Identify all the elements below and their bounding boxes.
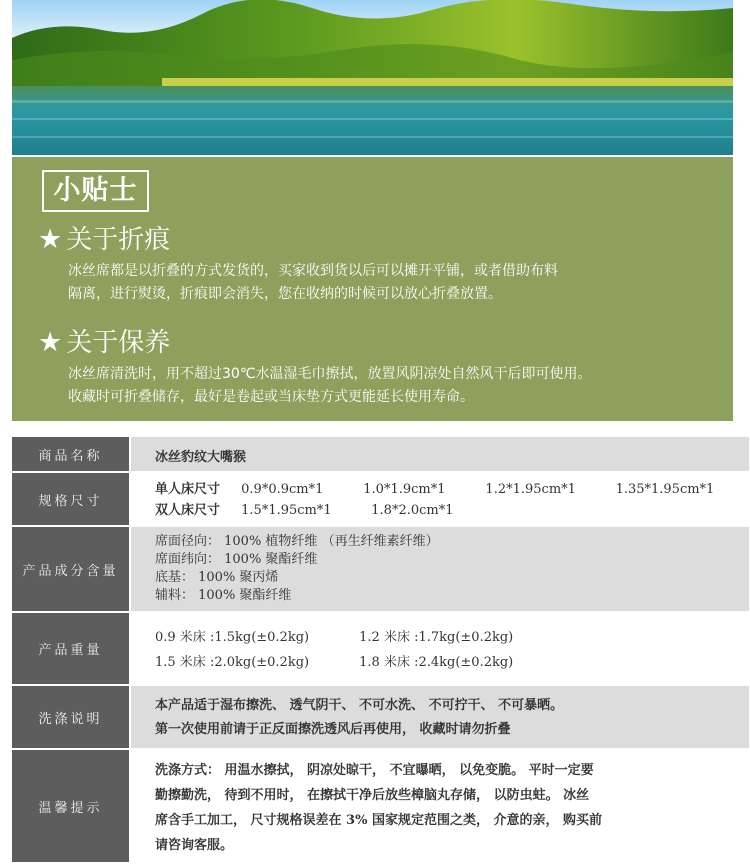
washing-line: 本产品适于湿布擦洗、 透气阴干、 不可水洗、 不可拧干、 不可暴晒。 (155, 698, 564, 713)
tip-body-care (68, 363, 708, 409)
size-single-line (155, 479, 749, 500)
material-line: 辅料： 100% 聚酯纤维 (155, 588, 292, 603)
spec-label: 规格尺寸 (12, 473, 129, 525)
spec-row-weight (12, 613, 749, 686)
size-double-title: 双人床尺寸 (155, 503, 221, 518)
tip-heading-creases (38, 225, 170, 255)
spec-label: 温馨提示 (12, 750, 129, 862)
size-value: 0.9*0.9cm*1 (241, 482, 324, 497)
spec-label: 商品名称 (12, 437, 129, 471)
star-icon: ★ (38, 327, 63, 358)
spec-row-material (12, 527, 749, 613)
notice-line: 席含手工加工， 尺寸规格误差在 3% 国家规定范围之类， 介意的亲， 购买前 (155, 813, 603, 828)
spec-label: 洗涤说明 (12, 686, 129, 748)
spec-value (131, 473, 749, 525)
material-line: 席面径向： 100% 植物纤维 （再生纤维素纤维） (155, 534, 439, 549)
spec-row-name (12, 437, 749, 473)
spec-label: 产品成分含量 (12, 527, 129, 611)
weight-line (155, 625, 749, 650)
lake-forest-illustration (12, 0, 733, 155)
notice-line: 请咨询客服。 (155, 838, 234, 853)
spec-row-washing (12, 686, 749, 750)
notice-line: 洗涤方式： 用温水擦拭， 阴凉处晾干， 不宜曝晒， 以免变脆。 平时一定要 (155, 763, 594, 778)
material-line: 底基： 100% 聚丙烯 (155, 570, 279, 585)
size-double-line (155, 500, 749, 521)
size-value: 1.2*1.95cm*1 (485, 482, 576, 497)
tip-heading-text: 关于保养 (66, 328, 171, 358)
spec-value (131, 527, 749, 611)
tip-heading-text: 关于折痕 (66, 225, 171, 255)
tip-line: 冰丝席清洗时，用不超过30℃水温湿毛巾擦拭，放置风阴凉处自然风干后即可使用。 (68, 366, 592, 382)
tips-panel (12, 157, 733, 421)
washing-line: 第一次使用前请于正反面擦洗透风后再使用， 收藏时请勿折叠 (155, 722, 511, 737)
landscape-banner-image (12, 0, 733, 155)
size-value: 1.5*1.95cm*1 (241, 503, 332, 518)
size-value: 1.8*2.0cm*1 (371, 503, 454, 518)
weight-value: 0.9 米床 :1.5kg(±0.2kg) (155, 630, 310, 645)
tips-title: 小贴士 (42, 170, 149, 212)
spec-value (131, 686, 749, 748)
size-value: 1.0*1.9cm*1 (363, 482, 446, 497)
star-icon: ★ (38, 224, 63, 255)
spec-value: 冰丝豹纹大嘴猴 (131, 437, 749, 471)
spec-row-size (12, 473, 749, 527)
tip-line: 隔离，进行熨烫，折痕即会消失，您在收纳的时候可以放心折叠放置。 (68, 286, 502, 302)
tip-line: 冰丝席都是以折叠的方式发货的，买家收到货以后可以摊开平铺，或者借助布料 (68, 263, 558, 279)
spec-label: 产品重量 (12, 613, 129, 684)
weight-value: 1.2 米床 :1.7kg(±0.2kg) (359, 630, 514, 645)
size-single-title: 单人床尺寸 (155, 482, 221, 497)
weight-line (155, 650, 749, 675)
weight-value: 1.8 米床 :2.4kg(±0.2kg) (359, 655, 514, 670)
size-value: 1.35*1.95cm*1 (615, 482, 715, 497)
tip-body-creases (68, 260, 708, 306)
spec-table (12, 437, 749, 864)
tip-heading-care (38, 328, 170, 358)
material-line: 席面纬向： 100% 聚酯纤维 (155, 552, 318, 567)
spec-value (131, 750, 749, 862)
spec-value (131, 613, 749, 684)
spec-row-notice (12, 750, 749, 864)
tip-line: 收藏时可折叠储存，最好是卷起或当床垫方式更能延长使用寿命。 (68, 389, 474, 405)
weight-value: 1.5 米床 :2.0kg(±0.2kg) (155, 655, 310, 670)
notice-line: 勤擦勤洗， 待到不用时， 在擦拭干净后放些樟脑丸存储， 以防虫蛀。 冰丝 (155, 788, 590, 803)
